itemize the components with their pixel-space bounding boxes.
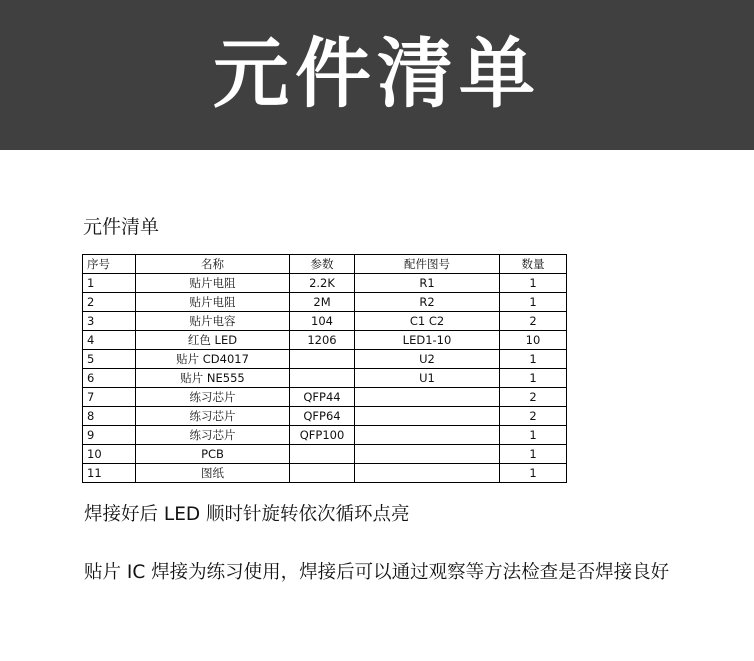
cell-ref: U1 — [355, 369, 500, 388]
cell-ref — [355, 426, 500, 445]
cell-ref — [355, 464, 500, 483]
cell-index: 8 — [83, 407, 136, 426]
cell-index: 9 — [83, 426, 136, 445]
cell-index: 10 — [83, 445, 136, 464]
table-row — [83, 312, 567, 331]
header-banner — [0, 0, 754, 150]
cell-param: QFP64 — [290, 407, 355, 426]
cell-ref — [355, 407, 500, 426]
cell-param — [290, 445, 355, 464]
table-row — [83, 293, 567, 312]
cell-ref — [355, 445, 500, 464]
cell-name: PCB — [136, 445, 290, 464]
cell-name: 贴片 NE555 — [136, 369, 290, 388]
header-ref: 配件图号 — [355, 255, 500, 274]
cell-ref: LED1-10 — [355, 331, 500, 350]
table-row — [83, 274, 567, 293]
cell-index: 6 — [83, 369, 136, 388]
section-title: 元件清单 — [83, 216, 160, 238]
cell-name: 贴片电容 — [136, 312, 290, 331]
cell-name: 贴片电阻 — [136, 293, 290, 312]
cell-qty: 1 — [500, 350, 567, 369]
table-row — [83, 369, 567, 388]
header-index: 序号 — [83, 255, 136, 274]
cell-param: QFP100 — [290, 426, 355, 445]
cell-qty: 10 — [500, 331, 567, 350]
cell-qty: 2 — [500, 407, 567, 426]
cell-index: 4 — [83, 331, 136, 350]
cell-index: 5 — [83, 350, 136, 369]
cell-ref — [355, 388, 500, 407]
table-row — [83, 350, 567, 369]
cell-param: 1206 — [290, 331, 355, 350]
header-name: 名称 — [136, 255, 290, 274]
table-row — [83, 331, 567, 350]
table-header-row — [83, 255, 567, 274]
cell-qty: 2 — [500, 312, 567, 331]
cell-index: 7 — [83, 388, 136, 407]
cell-param: 2M — [290, 293, 355, 312]
table-row — [83, 445, 567, 464]
table-row — [83, 464, 567, 483]
cell-qty: 1 — [500, 369, 567, 388]
cell-param — [290, 369, 355, 388]
cell-param — [290, 464, 355, 483]
cell-param: QFP44 — [290, 388, 355, 407]
cell-qty: 1 — [500, 293, 567, 312]
cell-index: 11 — [83, 464, 136, 483]
cell-name: 贴片电阻 — [136, 274, 290, 293]
cell-param: 104 — [290, 312, 355, 331]
note-ic-practice: 贴片 IC 焊接为练习使用，焊接后可以通过观察等方法检查是否焊接良好 — [84, 562, 670, 583]
cell-index: 3 — [83, 312, 136, 331]
cell-qty: 1 — [500, 445, 567, 464]
banner-title: 元件清单 — [213, 29, 541, 118]
cell-qty: 1 — [500, 464, 567, 483]
component-table — [82, 254, 567, 483]
cell-param: 2.2K — [290, 274, 355, 293]
cell-name: 练习芯片 — [136, 388, 290, 407]
cell-ref: R1 — [355, 274, 500, 293]
table-row — [83, 388, 567, 407]
header-qty: 数量 — [500, 255, 567, 274]
cell-index: 2 — [83, 293, 136, 312]
table-row — [83, 426, 567, 445]
cell-name: 贴片 CD4017 — [136, 350, 290, 369]
cell-index: 1 — [83, 274, 136, 293]
cell-name: 练习芯片 — [136, 426, 290, 445]
cell-param — [290, 350, 355, 369]
note-led-rotation: 焊接好后 LED 顺时针旋转依次循环点亮 — [84, 504, 410, 525]
cell-name: 练习芯片 — [136, 407, 290, 426]
cell-name: 红色 LED — [136, 331, 290, 350]
table-row — [83, 407, 567, 426]
cell-ref: R2 — [355, 293, 500, 312]
cell-qty: 1 — [500, 274, 567, 293]
cell-qty: 1 — [500, 426, 567, 445]
cell-ref: U2 — [355, 350, 500, 369]
cell-ref: C1 C2 — [355, 312, 500, 331]
header-param: 参数 — [290, 255, 355, 274]
cell-qty: 2 — [500, 388, 567, 407]
cell-name: 图纸 — [136, 464, 290, 483]
